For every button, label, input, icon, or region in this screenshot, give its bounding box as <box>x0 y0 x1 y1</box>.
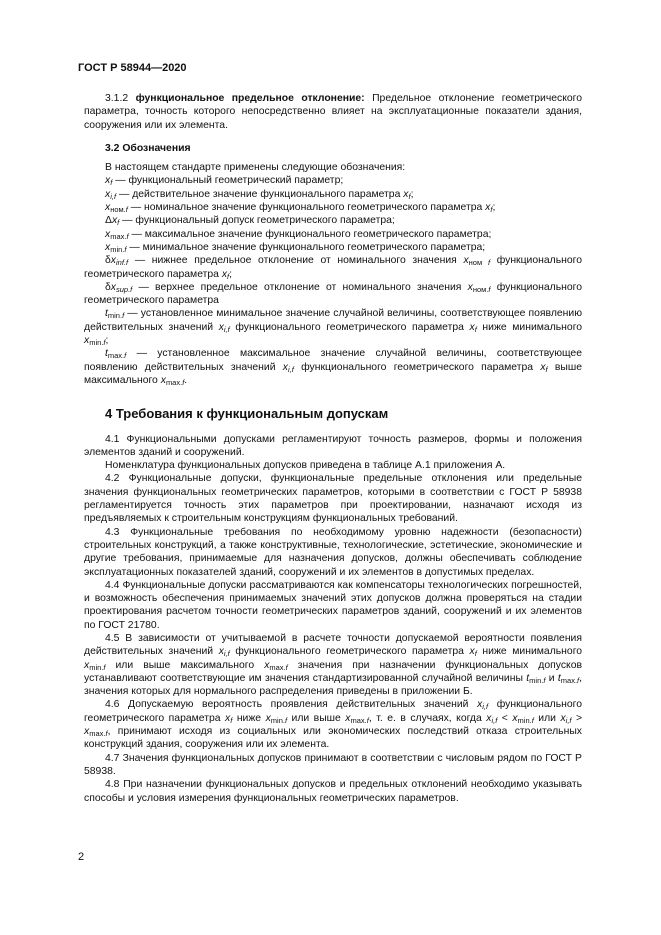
clause-4-8: 4.8 При назначении функциональных допусков и предельных отклонений необходимо указывать способы и условия измерения функциональных геометрических параметров. <box>84 779 582 804</box>
symbols-intro: В настоящем стандарте применены следующие обозначения: <box>105 162 406 174</box>
clause-4-2: 4.2 Функциональные допуски, функциональные предельные отклонения или предельные значения функциональных геометрических параметров, которыми в соответствии с ГОСТ Р 58938 регламентируется точность этих параметров при проектировании, назначают исходя из предъявляемых к строительным конструкциям функциональных требований. <box>84 473 582 525</box>
document-body <box>84 92 582 805</box>
clause-4-1: 4.1 Функциональными допусками регламентируют точность размеров, формы и положения элементов зданий и сооружений. <box>84 433 582 458</box>
section-3-2-title: 3.2 Обозначения <box>105 142 191 154</box>
symbol-def-9: $t_{min.f}$ — установленное минимальное значение случайной величины, соответствующее появлению действительных значений $x_{i,f}$ функционального геометрического параметра $x_f$ ниже минимального $x_{min.f}$; <box>84 308 583 348</box>
symbol-def-4: $\Delta x_f$ — функциональный допуск геометрического параметра; <box>105 215 395 228</box>
clause-4-3: 4.3 Функциональные требования по необходимому уровню надежности (безопасности) строительных конструкций, а также конструктивные, технологические, эстетические, экономические и другие требования, принимаемые для назначения допусков, должны обеспечивать соблюдение эксплуатационных показателей зданий, сооружений и их элементов в допустимых пределах. <box>84 526 582 578</box>
clause-4-4: 4.4 Функциональные допуски рассматриваются как компенсаторы технологических погрешностей, и возможность обеспечения принимаемых значений этих допусков должна проверяться на стадии проектирования расчетом точности геометрических параметров зданий, сооружений и их элементов по ГОСТ 21780. <box>84 579 582 631</box>
document-header: ГОСТ Р 58944—2020 <box>78 62 187 74</box>
clause-4-1-note: Номенклатура функциональных допусков приведена в таблице А.1 приложения А. <box>105 460 506 472</box>
clause-4-7: 4.7 Значения функциональных допусков принимают в соответствии с числовым рядом по ГОСТ Р 58938. <box>84 752 582 777</box>
page-number: 2 <box>78 851 85 863</box>
symbol-def-7: $\delta x_{inf.f}$ — нижнее предельное отклонение от номинального значения $x_{ном f}$ функционального геометрического параметра $x_f$; <box>84 255 582 281</box>
clause-3-1-2: 3.1.2 функциональное предельное отклонение: Предельное отклонение геометрического параметра, точность которого непосредственно влияет на эксплуатационные показатели здания, сооружения или их элемента. <box>84 93 582 131</box>
symbol-def-10: $t_{max.f}$ — установленное максимальное значение случайной величины, соответствующее появлению действительных значений $x_{i,f}$ функционального геометрического параметра $x_f$ выше максимального $x_{max.f}$. <box>84 348 583 387</box>
symbol-def-6: $x_{min.f}$ — минимальное значение функционального геометрического параметра; <box>105 241 486 254</box>
section-4-title: 4 Требования к функциональным допускам <box>105 406 389 422</box>
symbol-def-1: $x_f$ — функциональный геометрический параметр; <box>105 175 344 188</box>
clause-4-6: 4.6 Допускаемую вероятность проявления действительных значений $x_{i,f}$ функционального геометрического параметра $x_f$ ниже $x_{min.f}$ или выше $x_{max.f}$, т. е. в случаях, когда $x_{i,f} < x_{min.f}$ или $x_{i,f} > x_{max.f}$, принимают исходя из социальных или экономических последствий отказа строительных конструкций здания, сооружения или их элемента. <box>84 699 583 751</box>
clause-4-5: 4.5 В зависимости от учитываемой в расчете точности допускаемой вероятности появления действительных значений $x_{i,f}$ функционального геометрического параметра $x_f$ ниже минимального $x_{min.f}$ или выше максимального $x_{max.f}$ значения при назначении функциональных допусков устанавливают соответствующие им значения стандартизированной случайной величины $t_{min.f}$ и $t_{max.f}$, значения которых для нормального распределения приведены в приложении Б. <box>84 632 583 698</box>
term-functional-deviation: функциональное предельное отклонение: <box>135 93 365 104</box>
symbol-def-8: $\delta x_{sup.f}$ — верхнее предельное отклонение от номинального значения $x_{ном.f}$ функционального геометрического параметра <box>84 281 582 307</box>
symbol-def-5: $x_{max.f}$ — максимальное значение функционального геометрического параметра; <box>105 228 492 241</box>
symbol-def-3: $x_{ном.f}$ — номинальное значение функционального геометрического параметра $x_f$; <box>105 202 496 215</box>
symbol-def-2: $x_{i,f}$ — действительное значение функционального параметра $x_f$; <box>105 188 414 201</box>
